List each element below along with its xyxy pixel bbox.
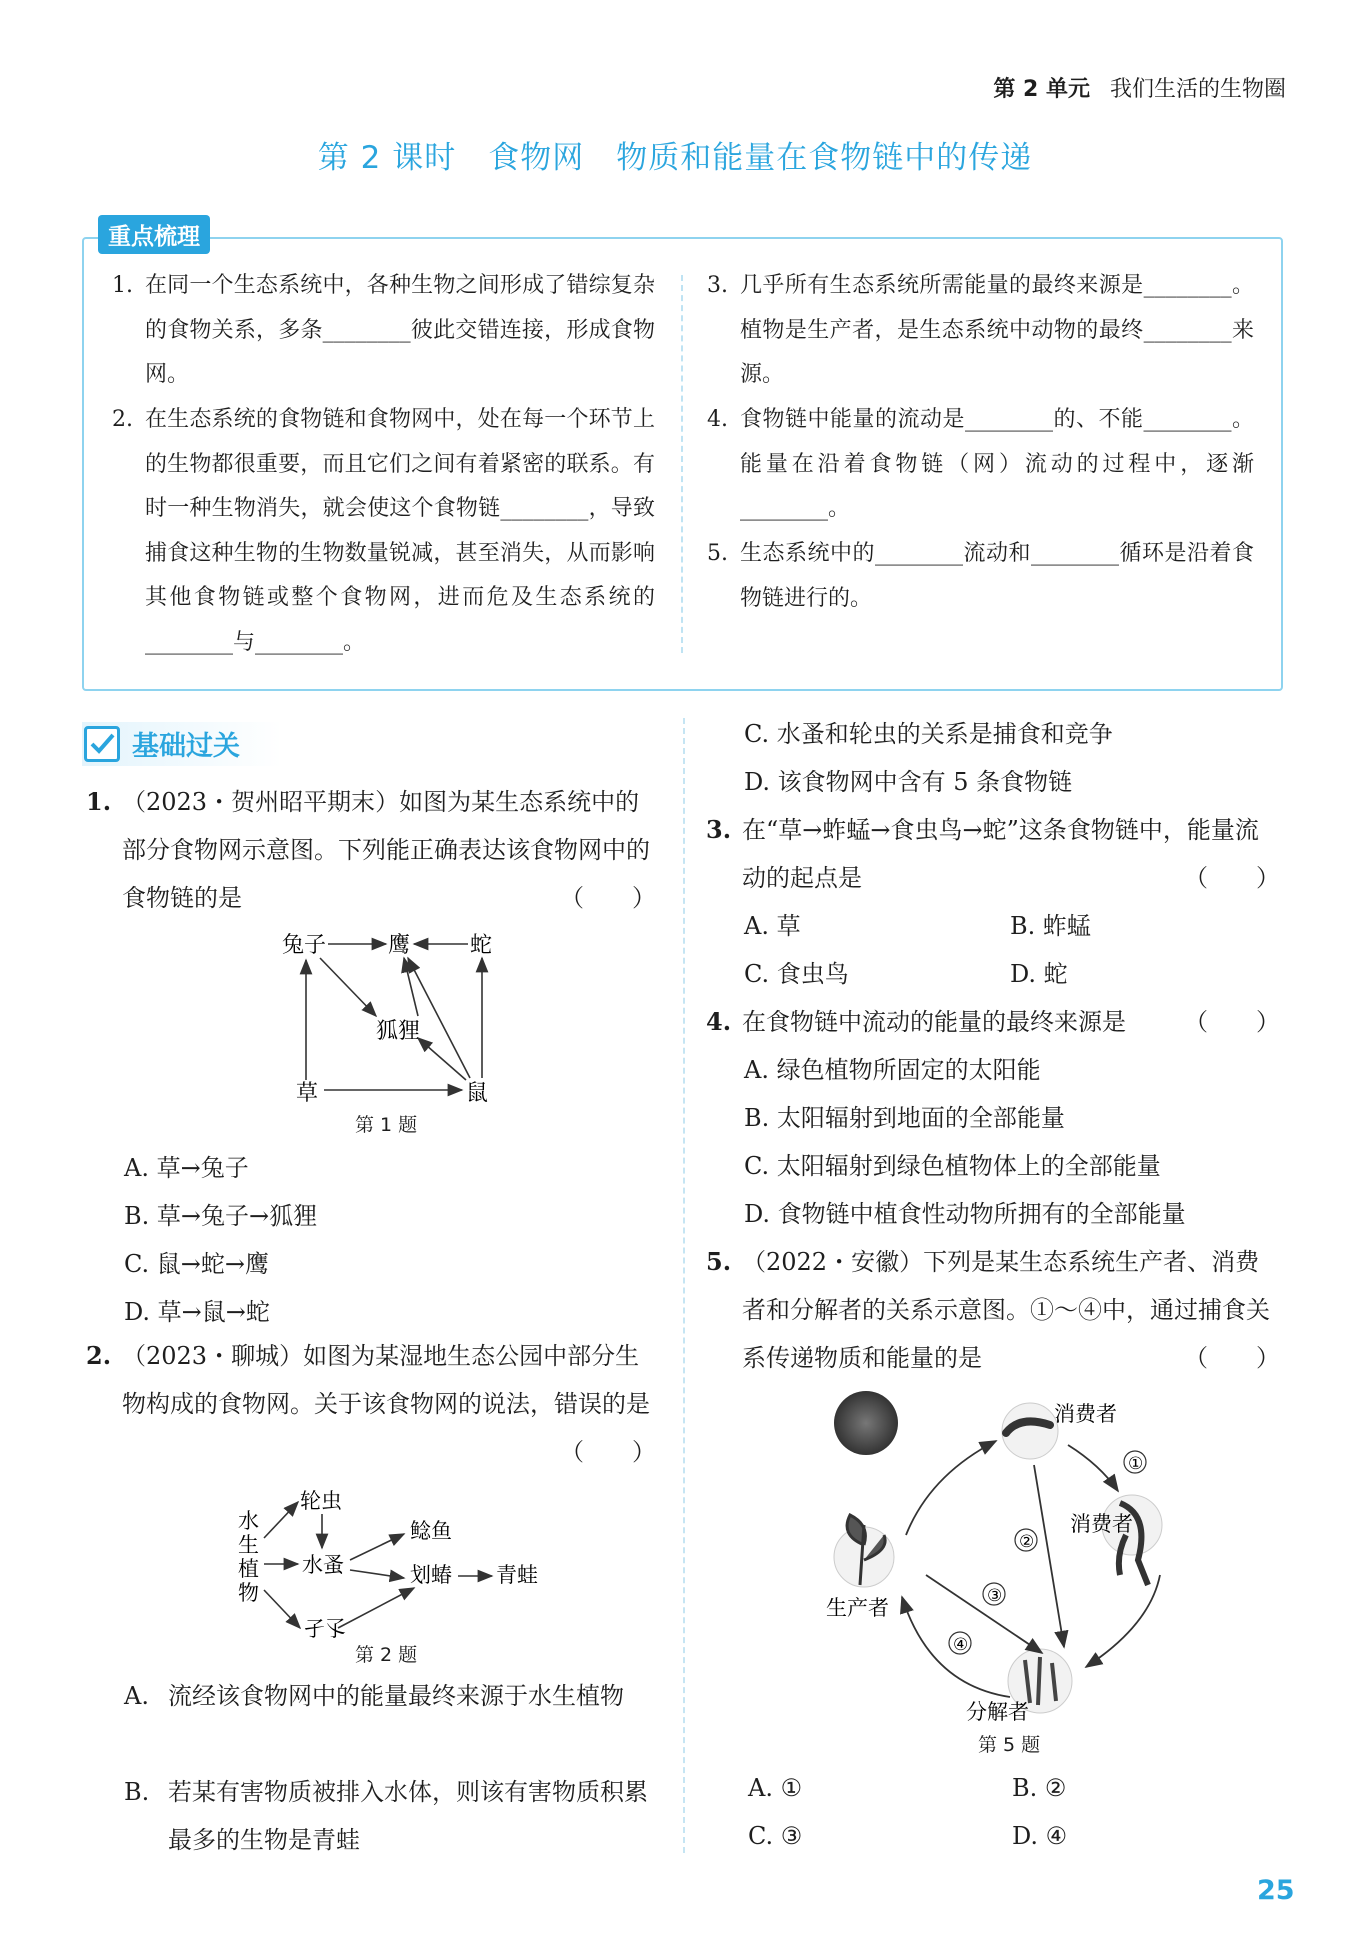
node-water-flea: 水蚤 — [302, 1553, 344, 1577]
marker-1: ① — [1128, 1454, 1144, 1474]
arrow-plant-larva — [264, 1590, 300, 1628]
answer-paren: （ ） — [560, 884, 656, 912]
key-point-number: 5. — [707, 541, 728, 566]
arrow-fox-eagle — [404, 958, 418, 1016]
key-point-3 — [707, 264, 1254, 398]
q4-option-d[interactable]: D. 食物链中植食性动物所拥有的全部能量 — [744, 1200, 1186, 1228]
answer-paren: （ ） — [1184, 1008, 1280, 1036]
key-point-text: 在同一个生态系统中，各种生物之间形成了错综复杂的食物关系，多条________彼此交错连接，形成食物网。 — [145, 273, 655, 387]
node-catfish: 鲶鱼 — [410, 1519, 452, 1543]
question-number: 1. — [86, 787, 112, 816]
unit-title: 我们生活的生物圈 — [1109, 77, 1286, 102]
node-eagle: 鹰 — [388, 933, 411, 958]
unit-number: 第 2 单元 — [993, 77, 1090, 102]
q5-option-a[interactable]: A. ① — [748, 1774, 803, 1802]
arrow-3 — [926, 1575, 1042, 1653]
q5-option-b[interactable]: B. ② — [1012, 1774, 1067, 1802]
key-point-number: 1. — [112, 273, 133, 298]
marker-3: ③ — [987, 1586, 1003, 1606]
question-2 — [86, 1332, 656, 1466]
q5-option-d[interactable]: D. ④ — [1012, 1822, 1068, 1850]
question-number: 5. — [706, 1247, 732, 1276]
question-stem: （2023・聊城）如图为某湿地生态公园中部分生物构成的食物网。关于该食物网的说法，错误的是 — [122, 1342, 650, 1418]
q3-option-c[interactable]: C. 食虫鸟 — [744, 960, 849, 988]
node-snake: 蛇 — [470, 933, 493, 958]
q1-option-b[interactable]: B. 草→兔子→狐狸 — [124, 1202, 318, 1230]
node-mouse: 鼠 — [466, 1081, 489, 1106]
checkbox-icon — [84, 726, 120, 762]
node-plant-4: 物 — [238, 1581, 259, 1605]
food-web-diagram-1 — [270, 920, 510, 1112]
question-number: 2. — [86, 1341, 112, 1370]
question-stem: 在食物链中流动的能量的最终来源是 — [742, 1008, 1126, 1036]
node-fox: 狐狸 — [376, 1019, 421, 1044]
arrow-2 — [1034, 1465, 1064, 1647]
q3-option-b[interactable]: B. 蚱蜢 — [1010, 912, 1091, 940]
figure-caption-5: 第 5 题 — [978, 1734, 1041, 1756]
node-grass: 草 — [296, 1081, 319, 1106]
key-point-text: 生态系统中的________流动和________循环是沿着食物链进行的。 — [740, 541, 1254, 611]
arrow-larva-waterbug — [338, 1588, 414, 1628]
key-point-4 — [707, 398, 1254, 532]
node-rabbit: 兔子 — [282, 933, 327, 958]
node-rotifer: 轮虫 — [300, 1489, 342, 1513]
arrow-1 — [1068, 1445, 1118, 1491]
lesson-title: 第 2 课时 食物网 物质和能量在食物链中的传递 — [317, 140, 1033, 176]
q2-option-c[interactable]: C. 水蚤和轮虫的关系是捕食和竞争 — [744, 720, 1113, 748]
arrow-plant-rotifer — [264, 1502, 298, 1538]
q4-option-b[interactable]: B. 太阳辐射到地面的全部能量 — [744, 1104, 1065, 1132]
label-producer: 生产者 — [826, 1596, 889, 1620]
key-point-5 — [707, 532, 1254, 621]
node-plant-1: 水 — [238, 1509, 259, 1533]
q4-option-a[interactable]: A. 绿色植物所固定的太阳能 — [744, 1056, 1041, 1084]
label-decomposer: 分解者 — [966, 1700, 1029, 1724]
question-stem: （2022・安徽）下列是某生态系统生产者、消费者和分解者的关系示意图。①～④中，通过捕食关系传递物质和能量的是 — [742, 1248, 1270, 1372]
figure-caption-1: 第 1 题 — [355, 1114, 418, 1136]
node-water-bug: 划蝽 — [410, 1563, 452, 1587]
section-title: 基础过关 — [132, 731, 240, 762]
q2-option-a[interactable]: A. 流经该食物网中的能量最终来源于水生植物 — [124, 1682, 624, 1710]
unit-header — [993, 72, 1286, 103]
key-point-2 — [112, 398, 655, 665]
q1-option-a[interactable]: A. 草→兔子 — [124, 1154, 249, 1182]
question-4 — [706, 998, 1280, 1046]
q4-option-c[interactable]: C. 太阳辐射到绿色植物体上的全部能量 — [744, 1152, 1161, 1180]
key-points-divider — [681, 275, 683, 653]
node-frog: 青蛙 — [496, 1563, 538, 1587]
question-stem: 在“草→蚱蜢→食虫鸟→蛇”这条食物链中，能量流动的起点是 — [742, 816, 1259, 892]
key-point-text: 几乎所有生态系统所需能量的最终来源是________。植物是生产者，是生态系统中动物的最终________来源。 — [740, 273, 1254, 387]
node-plant-2: 生 — [238, 1533, 259, 1557]
page-number: 25 — [1257, 1875, 1295, 1906]
figure-caption-2: 第 2 题 — [355, 1644, 418, 1666]
arrow-producer-consumer1 — [906, 1441, 996, 1535]
key-point-text: 在生态系统的食物链和食物网中，处在每一个环节上的生物都很重要，而且它们之间有着紧密的联系。有时一种生物消失，就会使这个食物链________，导致捕食这种生物的生物数量锐减，甚至消失，从而影响其他食物链或整个食物网，进而危及生态系统的________与________。 — [145, 407, 655, 655]
arrow-mouse-fox — [418, 1038, 466, 1080]
question-1 — [86, 778, 656, 922]
key-point-number: 3. — [707, 273, 728, 298]
key-points-tag: 重点梳理 — [98, 215, 210, 254]
arrow-consumer2-decomposer — [1086, 1575, 1160, 1667]
q2-option-b[interactable]: B. 若某有害物质被排入水体，则该有害物质积累最多的生物是青蛙 — [124, 1778, 648, 1854]
arrow-waterflea-waterbug — [350, 1570, 404, 1578]
key-point-number: 2. — [112, 407, 133, 432]
q3-option-a[interactable]: A. 草 — [744, 912, 801, 940]
node-larva: 孑孓 — [304, 1617, 346, 1641]
label-consumer-2: 消费者 — [1070, 1512, 1133, 1536]
sun-icon — [834, 1391, 898, 1455]
q1-option-c[interactable]: C. 鼠→蛇→鹰 — [124, 1250, 269, 1278]
node-plant-3: 植 — [238, 1557, 259, 1581]
question-number: 3. — [706, 815, 732, 844]
q3-option-d[interactable]: D. 蛇 — [1010, 960, 1068, 988]
marker-2: ② — [1019, 1532, 1035, 1552]
question-5 — [706, 1238, 1280, 1382]
q5-option-c[interactable]: C. ③ — [748, 1822, 803, 1850]
question-3 — [706, 806, 1280, 902]
q2-option-d[interactable]: D. 该食物网中含有 5 条食物链 — [744, 768, 1073, 796]
label-consumer-1: 消费者 — [1054, 1402, 1117, 1426]
answer-paren: （ ） — [1184, 1344, 1280, 1372]
marker-4: ④ — [953, 1635, 969, 1655]
ecosystem-cycle-diagram — [820, 1385, 1220, 1735]
question-stem: （2023・贺州昭平期末）如图为某生态系统中的部分食物网示意图。下列能正确表达该食物网中的食物链的是 — [122, 788, 650, 912]
key-point-1 — [112, 264, 655, 398]
key-point-number: 4. — [707, 407, 728, 432]
arrow-waterflea-catfish — [350, 1534, 404, 1560]
food-web-diagram-2 — [228, 1478, 558, 1648]
arrow-rabbit-fox — [320, 958, 376, 1016]
question-number: 4. — [706, 1007, 732, 1036]
arrow-mouse-eagle — [408, 958, 470, 1078]
q1-option-d[interactable]: D. 草→鼠→蛇 — [124, 1298, 270, 1326]
column-divider — [683, 718, 685, 1853]
answer-paren: （ ） — [1184, 864, 1280, 892]
key-point-text: 食物链中能量的流动是________的、不能________。能量在沿着食物链（网）流动的过程中，逐渐________。 — [740, 407, 1254, 521]
answer-paren: （ ） — [560, 1438, 656, 1466]
